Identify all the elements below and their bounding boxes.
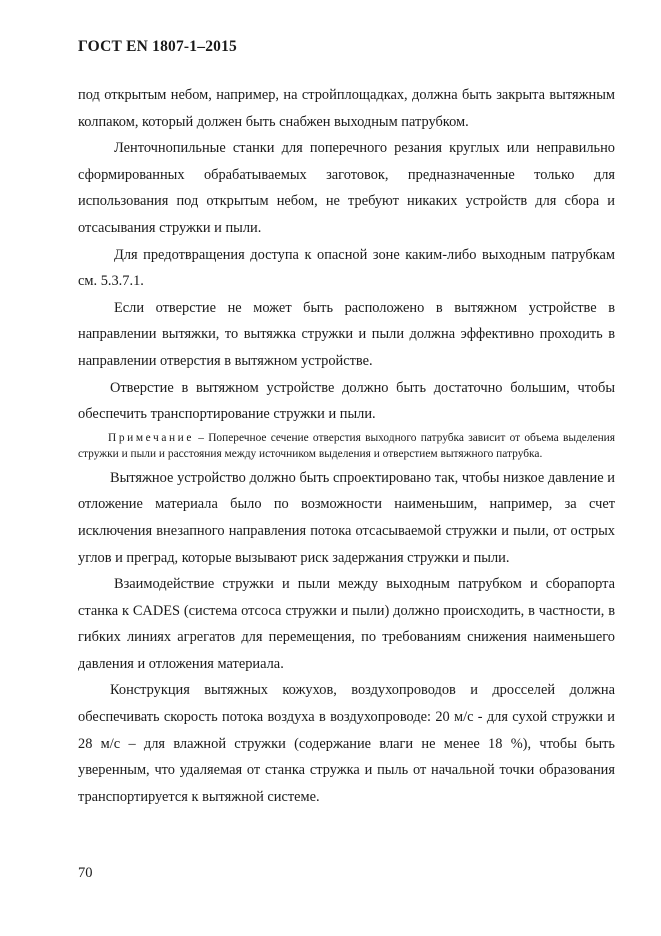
paragraph: Вытяжное устройство должно быть спроектировано так, чтобы низкое давление и отложение материала было по возможности наименьшим, например, за счет исключения внезапного направления потока отсасываемой стружки и пыли, от острых углов и преград, которые вызывают риск задержания стружки и пыли.: [78, 469, 615, 566]
paragraph: под открытым небом, например, на стройплощадках, должна быть закрыта вытяжным колпаком, который должен быть снабжен выходным патрубком.: [78, 87, 615, 130]
paragraph: Если отверстие не может быть расположено в вытяжном устройстве в направлении вытяжки, то вытяжка стружки и пыли должна эффективно проходить в направлении отверстия в вытяжном устройстве.: [78, 299, 615, 369]
paragraph: Для предотвращения доступа к опасной зоне каким-либо выходным патрубкам см. 5.3.7.1.: [78, 246, 615, 290]
document-header: ГОСТ EN 1807-1–2015: [78, 38, 237, 55]
paragraph: Ленточнопильные станки для поперечного резания круглых или неправильно сформированных обрабатываемых заготовок, предназначенные только для использования под открытым небом, не требуют никаких устройств для сбора и отсасывания стружки и пыли.: [78, 140, 615, 236]
paragraph: Конструкция вытяжных кожухов, воздухопроводов и дросселей должна обеспечивать скорость потока воздуха в воздухопроводе: 20 м/с - для сухой стружки и 28 м/с – для влажной стружки (содержание влаги не менее 18 %), чтобы быть уверенным, что удаляемая от станка стружка и пыль от начальной точки образования транспортируется к вытяжной системе.: [78, 682, 615, 805]
body-text: [78, 82, 615, 810]
page-number: 70: [78, 865, 93, 881]
paragraph: Взаимодействие стружки и пыли между выходным патрубком и сборапорта станка к CADES (система отсоса стружки и пыли) должно происходить, в частности, в гибких линиях агрегатов для перемещения, по требованиям снижения наименьшего давления и отложения материала.: [78, 576, 615, 672]
note: [78, 428, 615, 465]
note-text: – Поперечное сечение отверстия выходного патрубка зависит от объема выделения стружки и пыли и расстояния между источником выделения и отверстием вытяжного патрубка.: [78, 431, 615, 461]
paragraph: Отверстие в вытяжном устройстве должно быть достаточно большим, чтобы обеспечить транспортирование стружки и пыли.: [78, 379, 615, 423]
note-label: Примечание: [108, 431, 195, 444]
